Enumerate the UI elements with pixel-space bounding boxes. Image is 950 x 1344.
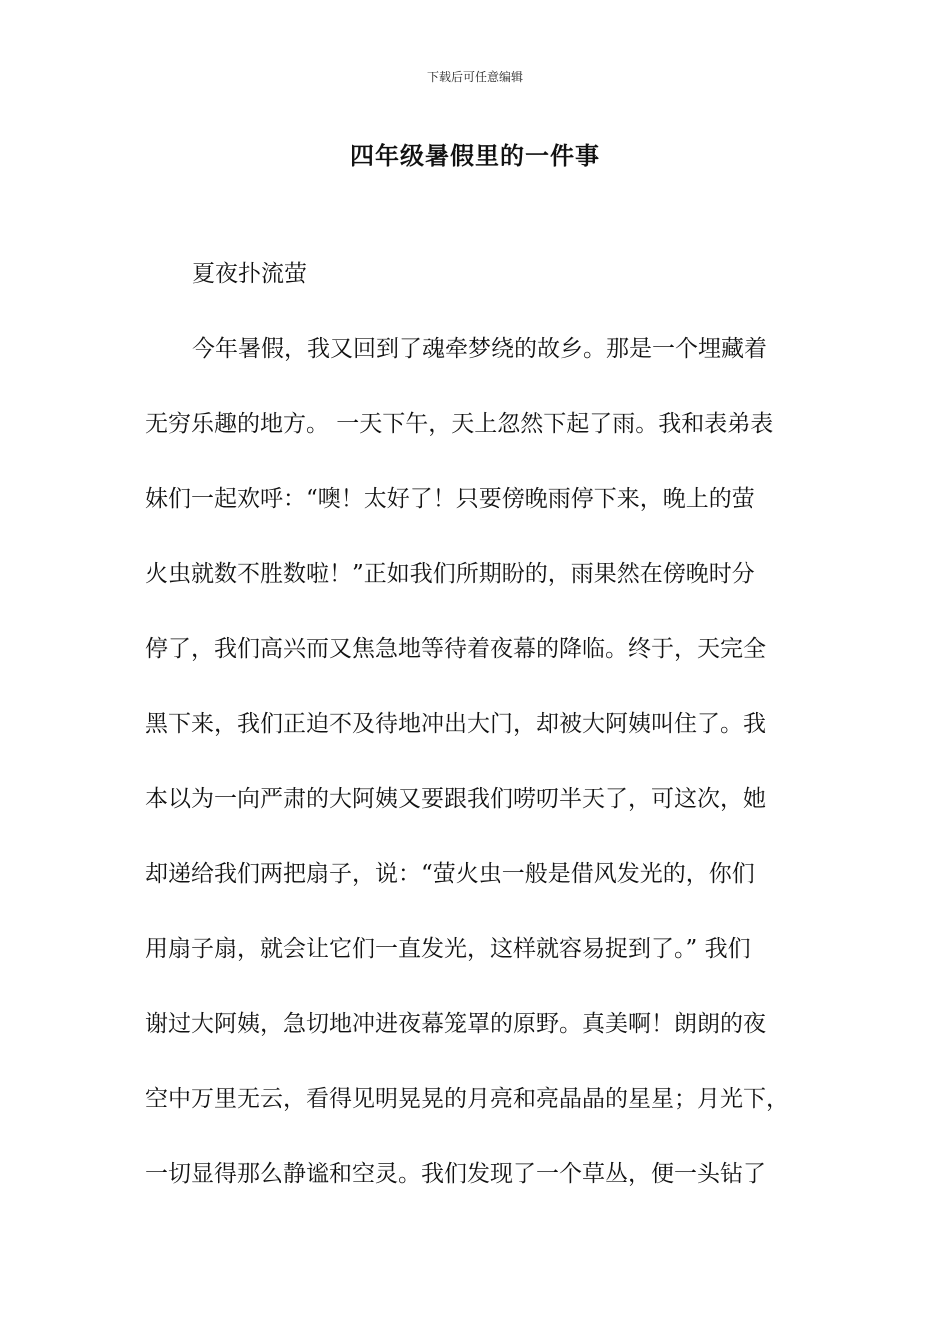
paragraph-line: 一切显得那么静谧和空灵。我们发现了一个草丛，便一头钻了 bbox=[145, 1161, 766, 1187]
paragraph-line: 火虫就数不胜数啦！”正如我们所期盼的，雨果然在傍晚时分 bbox=[145, 561, 755, 587]
paragraph-line: 谢过大阿姨，急切地冲进夜幕笼罩的原野。真美啊！朗朗的夜 bbox=[145, 1011, 766, 1037]
paragraph-line: 今年暑假，我又回到了魂牵梦绕的故乡。那是一个埋藏着 bbox=[192, 336, 767, 362]
paragraph-line: 用扇子扇，就会让它们一直发光，这样就容易捉到了。” 我们 bbox=[145, 936, 751, 962]
section-heading bbox=[145, 237, 825, 312]
paragraph-line: 却递给我们两把扇子，说：“萤火虫一般是借风发光的，你们 bbox=[145, 861, 755, 887]
paragraph-line: 空中万里无云，看得见明晃晃的月亮和亮晶晶的星星；月光下， bbox=[145, 1086, 789, 1112]
header-note: 下载后可任意编辑 bbox=[426, 70, 523, 84]
paragraph-line: 妹们一起欢呼：“噢！太好了！只要傍晚雨停下来，晚上的萤 bbox=[145, 486, 755, 512]
paragraph-line: 本以为一向严肃的大阿姨又要跟我们唠叨半天了，可这次，她 bbox=[145, 786, 766, 812]
section-heading-text: 夏夜扑流萤 bbox=[192, 261, 307, 287]
paragraph-line: 停了，我们高兴而又焦急地等待着夜幕的降临。终于，天完全 bbox=[145, 636, 766, 662]
paragraph-line: 无穷乐趣的地方。 一天下午，天上忽然下起了雨。我和表弟表 bbox=[145, 411, 774, 437]
document-title: 四年级暑假里的一件事 bbox=[350, 142, 600, 170]
paragraph-line: 黑下来，我们正迫不及待地冲出大门，却被大阿姨叫住了。我 bbox=[145, 711, 766, 737]
paragraph bbox=[145, 312, 825, 1212]
